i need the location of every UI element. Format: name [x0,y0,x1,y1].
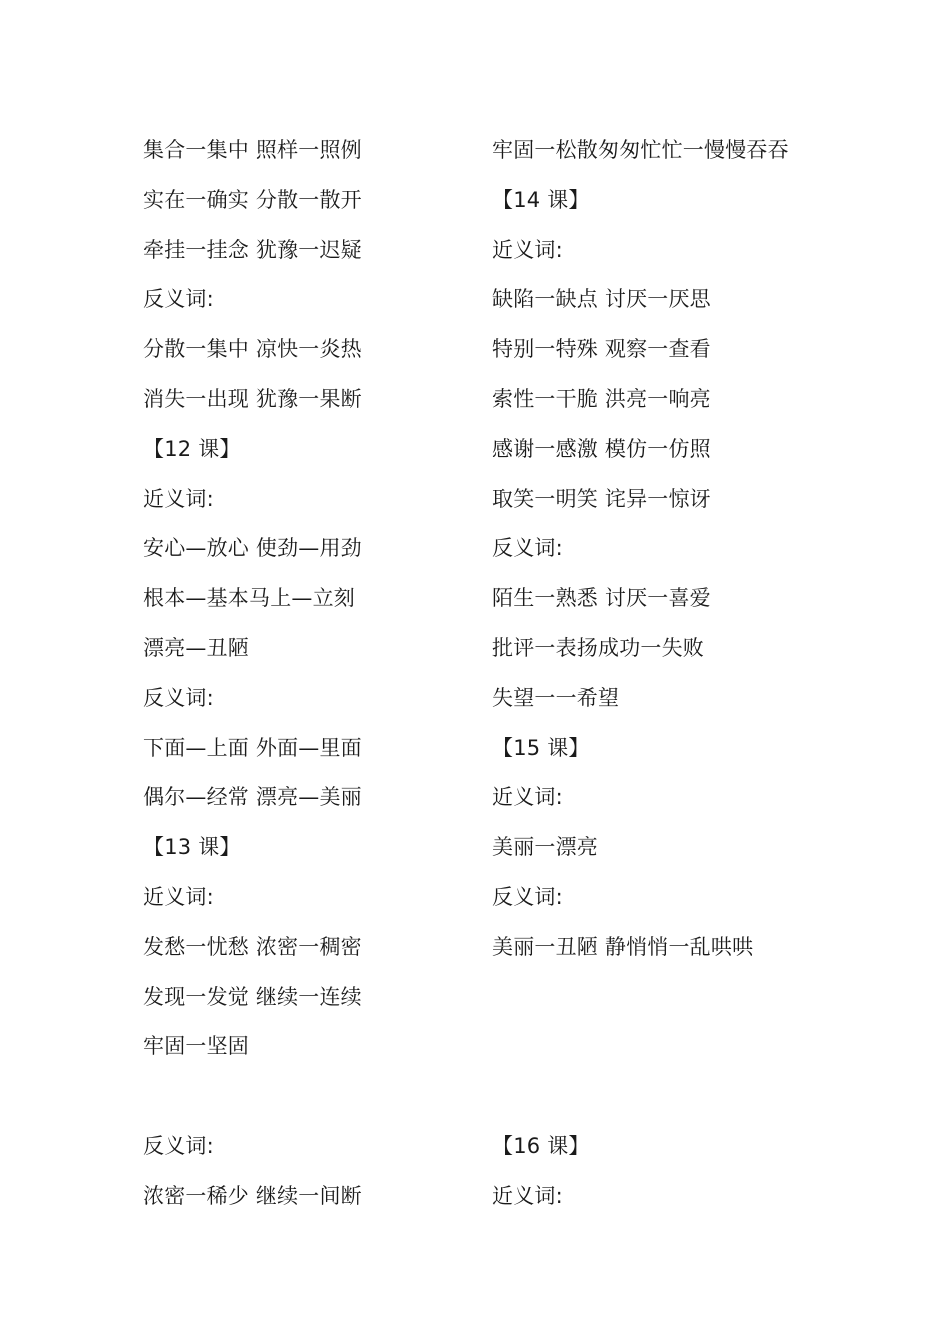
lesson-heading: 【14 课】 [492,187,590,212]
text-line: 陌生一熟悉 讨厌一喜爱 [492,586,711,611]
section-label: 近义词: [492,237,563,262]
section-label: 反义词: [143,1134,214,1158]
text-line: 消失一出现 犹豫一果断 [143,386,362,411]
text-line: 根本—基本马上—立刻 [143,586,355,611]
section-label: 近义词: [492,1183,563,1208]
text-line: 发现一发觉 继续一连续 [143,984,362,1009]
section-label: 近义词: [143,884,214,909]
text-line: 发愁一忧愁 浓密一稠密 [143,934,362,959]
section-label: 反义词: [143,685,214,710]
text-line: 浓密一稀少 继续一间断 [143,1183,362,1208]
section-label: 近义词: [143,486,214,511]
text-line: 偶尔—经常 漂亮—美丽 [143,785,362,810]
text-line: 集合一集中 照样一照例 [143,138,362,162]
section-label: 反义词: [492,884,563,909]
text-line: 特别一特殊 观察一查看 [492,337,711,362]
text-line: 美丽一丑陋 静悄悄一乱哄哄 [492,934,754,959]
text-line: 美丽一漂亮 [492,835,598,860]
text-line: 牢固一坚固 [143,1034,249,1059]
text-line: 安心—放心 使劲—用劲 [143,536,362,561]
text-line: 下面—上面 外面—里面 [143,735,362,760]
text-line: 实在一确实 分散一散开 [143,187,362,212]
text-line: 失望一一希望 [492,685,620,710]
text-line: 分散一集中 凉快一炎热 [143,337,362,362]
lesson-heading: 【16 课】 [492,1134,590,1158]
left-column [143,134,463,1080]
lesson-heading: 【15 课】 [492,735,590,760]
text-line: 牵挂一挂念 犹豫一迟疑 [143,237,362,262]
text-line: 批评一表扬成功一失败 [492,635,704,660]
section-label: 近义词: [492,785,563,810]
lesson-heading: 【12 课】 [143,436,241,461]
text-line: 索性一干脆 洪亮一响亮 [492,386,711,411]
text-line: 缺陷一缺点 讨厌一厌思 [492,287,711,312]
section-label: 反义词: [143,287,214,312]
left-bottom-column [143,1130,463,1230]
text-line: 感谢一感激 模仿一仿照 [492,436,711,461]
text-line: 取笑一明笑 诧异一惊讶 [492,486,711,511]
right-bottom-column [492,1130,892,1230]
text-line: 漂亮—丑陋 [143,635,249,660]
section-label: 反义词: [492,536,563,561]
right-column [492,134,892,981]
lesson-heading: 【13 课】 [143,835,241,860]
text-line: 牢固一松散匆匆忙忙一慢慢吞吞 [492,138,789,162]
